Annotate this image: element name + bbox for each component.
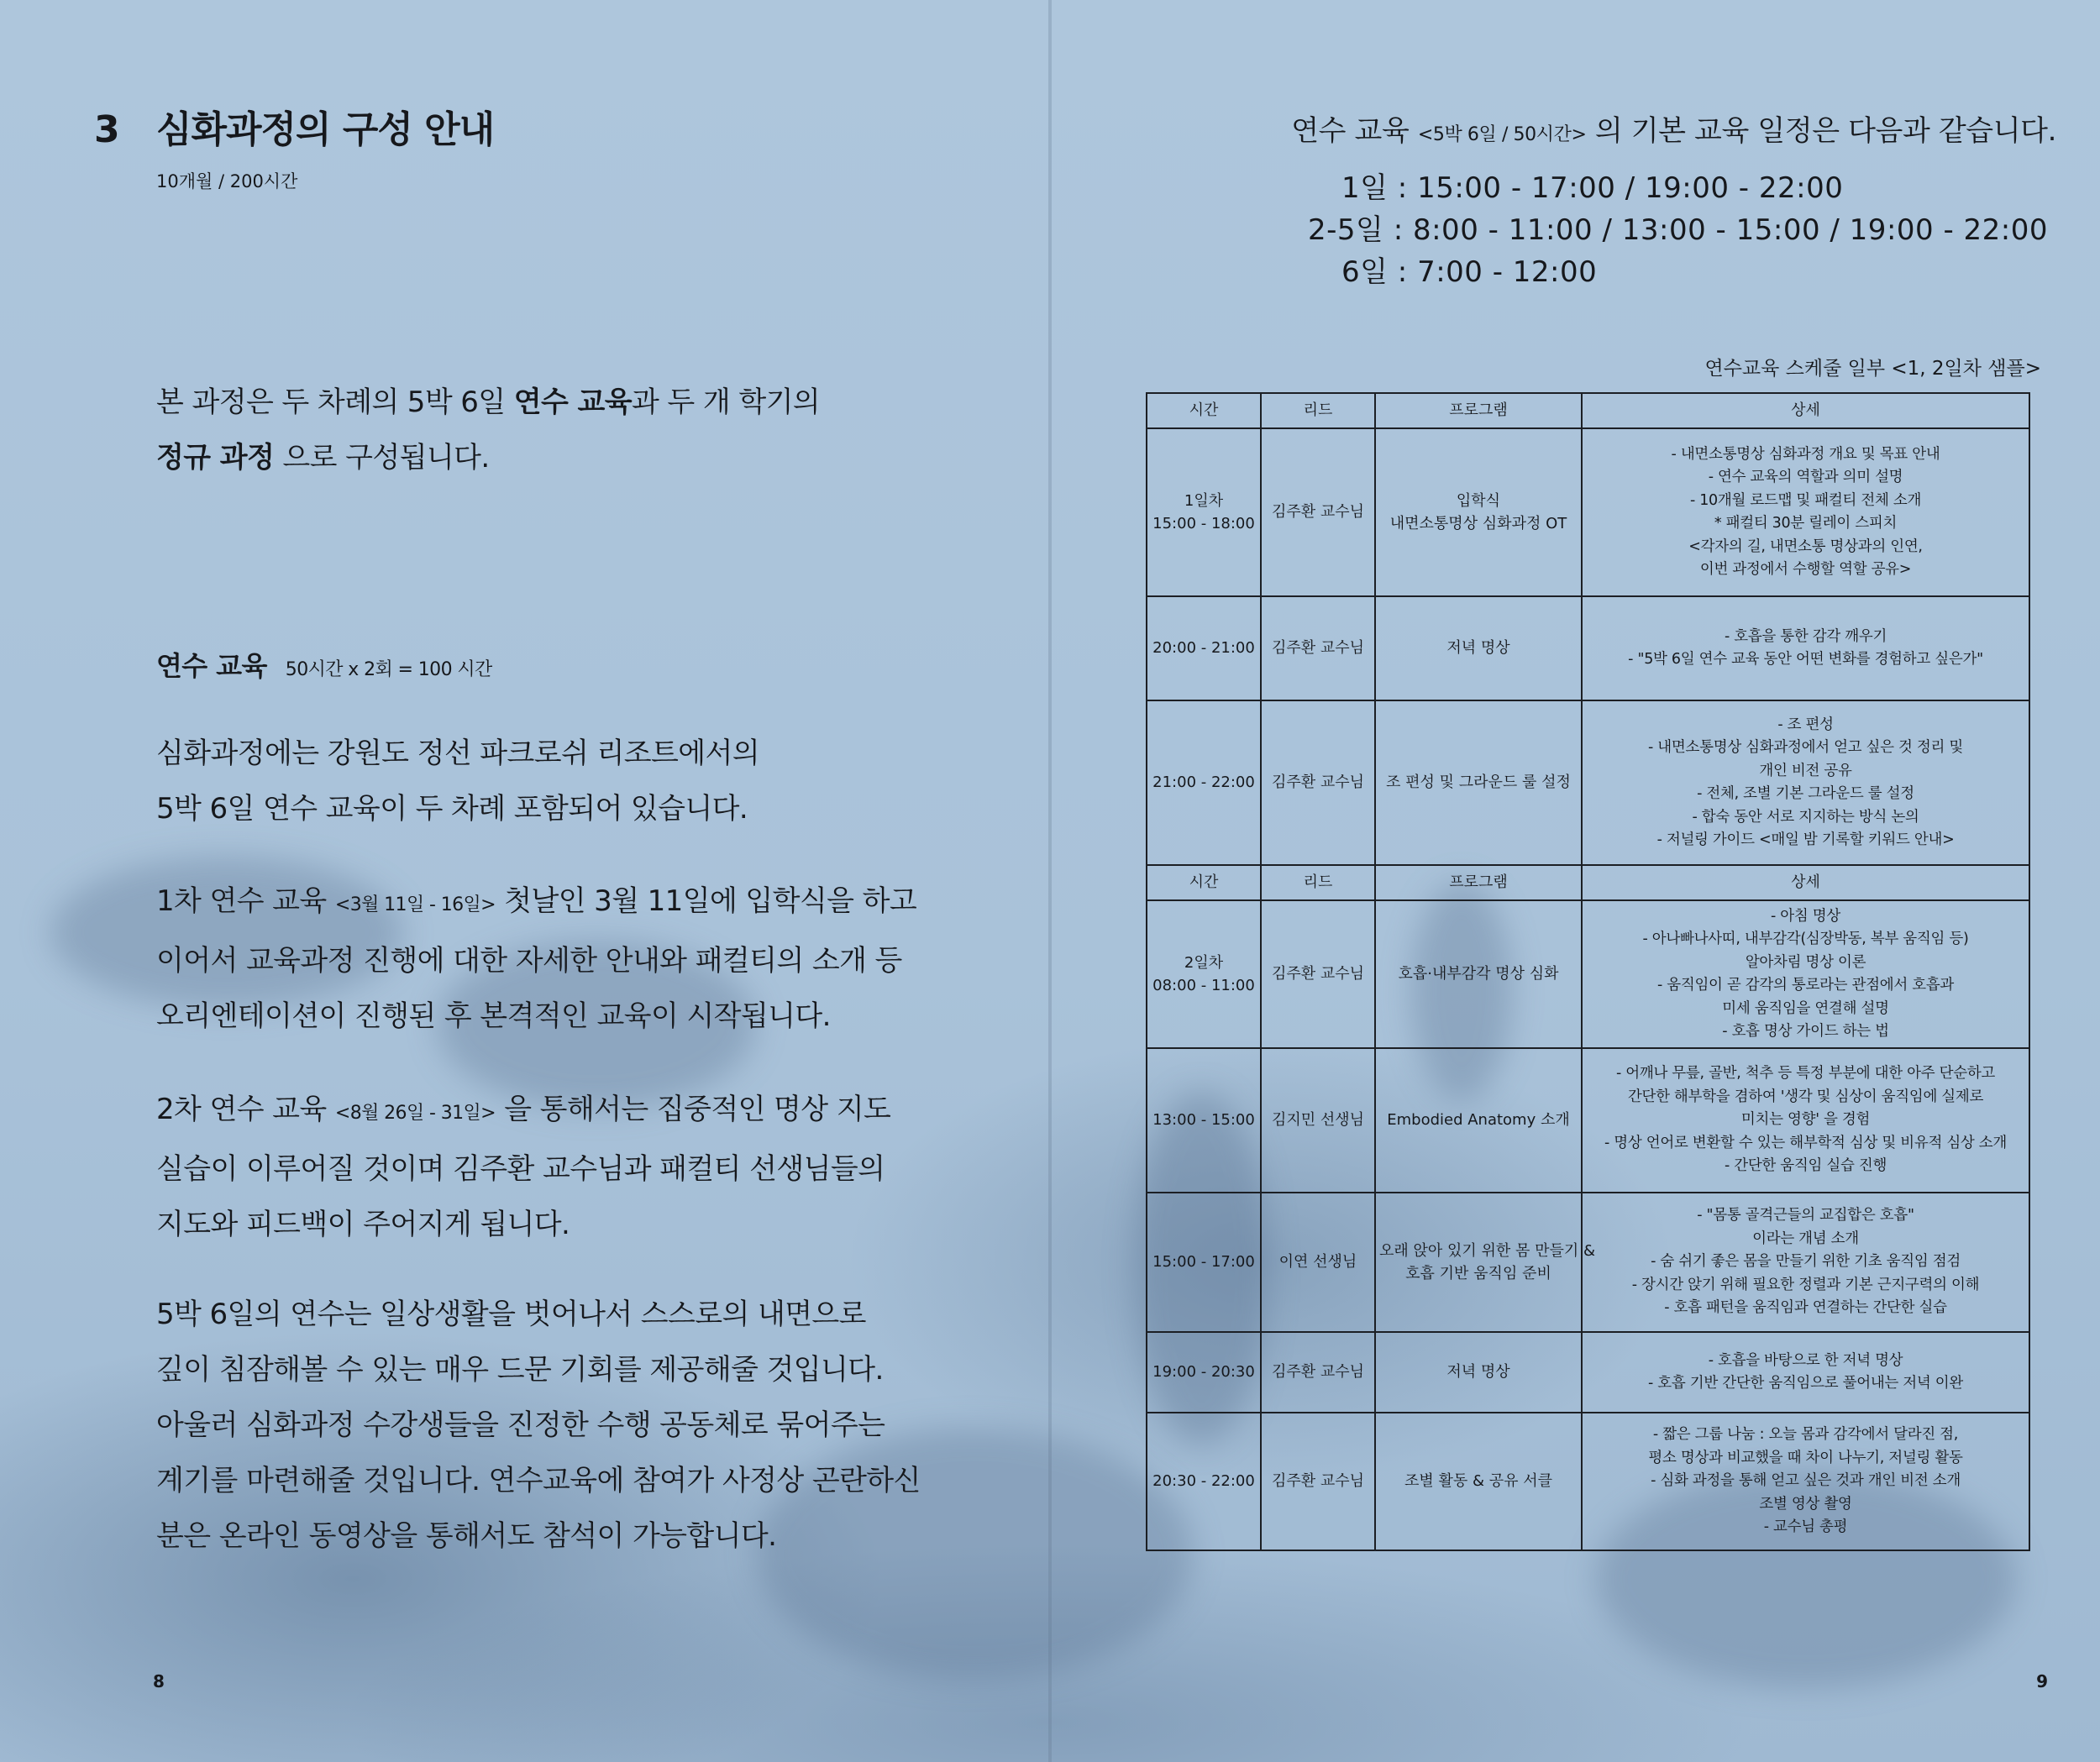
schedule-day: 6일 xyxy=(1341,255,1389,289)
cell-line: - 저널링 가이드 <매일 밤 기록할 키워드 안내> xyxy=(1656,831,1955,848)
training-heading-line xyxy=(156,638,492,698)
cell-line: 2일차 xyxy=(1184,953,1224,972)
cell-line: 조별 활동 & 공유 서클 xyxy=(1404,1472,1553,1491)
table-header-row xyxy=(1147,865,2029,900)
table-caption: 연수교육 스케줄 일부 <1, 2일차 샘플> xyxy=(1704,358,2041,380)
intro-text: 으로 구성됩니다. xyxy=(274,441,490,475)
paragraph-text: 2차 연수 교육 xyxy=(156,1093,335,1126)
paragraph-line: 지도와 피드백이 주어지게 됩니다. xyxy=(156,1208,570,1241)
intro-text: 본 과정은 두 차례의 5박 6일 xyxy=(156,385,514,419)
lead-cell: 김지민 선생님 xyxy=(1261,1048,1375,1193)
cell-line: - 간단한 움직임 실습 진행 xyxy=(1724,1157,1887,1175)
cell-line: 15:00 - 18:00 xyxy=(1152,515,1255,532)
cell-line: 08:00 - 11:00 xyxy=(1152,977,1255,994)
lead-cell: 김주환 교수님 xyxy=(1261,428,1375,596)
cell-line: 15:00 - 17:00 xyxy=(1152,1253,1255,1272)
time-cell xyxy=(1147,596,1261,700)
paragraph-line: 실습이 이루어질 것이며 김주환 교수님과 패컬티 선생님들의 xyxy=(156,1152,885,1186)
cell-line: - 호흡 패턴을 움직임과 연결하는 간단한 실습 xyxy=(1664,1299,1947,1317)
cell-line: - 움직임이 곧 감각의 통로라는 관점에서 호흡과 xyxy=(1656,977,1955,994)
table-row xyxy=(1147,900,2029,1048)
schedule-time: 8:00 - 11:00 / 13:00 - 15:00 / 19:00 - 22:00 xyxy=(1412,213,2049,247)
date-range: <8월 26일 - 31일> xyxy=(334,1103,496,1124)
section-subtitle: 10개월 / 200시간 xyxy=(156,171,298,191)
paragraph-line: 분은 온라인 동영상을 통해서도 참석이 가능합니다. xyxy=(156,1519,777,1553)
details-cell xyxy=(1582,1193,2029,1332)
training-meta: 50시간 x 2회 = 100 시간 xyxy=(285,659,492,680)
cell-line: 21:00 - 22:00 xyxy=(1152,773,1255,792)
details-cell xyxy=(1582,428,2029,596)
table-header-cell: 상세 xyxy=(1582,865,2029,900)
lead-cell: 김주환 교수님 xyxy=(1261,900,1375,1048)
cell-line: 오래 앉아 있기 위한 몸 만들기 & xyxy=(1379,1241,1596,1260)
paragraph-line: 심화과정에는 강원도 정선 파크로쉬 리조트에서의 xyxy=(156,737,759,770)
schedule-title xyxy=(1291,108,2056,149)
schedule-title-text: 연수 교육 xyxy=(1291,114,1418,148)
cell-line: 1일차 xyxy=(1184,491,1224,510)
table-row xyxy=(1147,1413,2029,1550)
time-cell xyxy=(1147,428,1261,596)
cell-line: - 아나빠나사띠, 내부감각(심장박동, 복부 움직임 등) xyxy=(1642,931,1969,947)
table-row xyxy=(1147,1048,2029,1193)
program-cell xyxy=(1375,700,1582,865)
cell-line: 13:00 - 15:00 xyxy=(1152,1111,1255,1130)
time-cell xyxy=(1147,900,1261,1048)
intro-emphasis: 정규 과정 xyxy=(156,441,275,475)
cell-line: 개인 비전 공유 xyxy=(1759,762,1852,779)
paragraph-retreat xyxy=(156,1287,921,1564)
time-cell xyxy=(1147,1193,1261,1332)
cell-line: * 패컬티 30분 릴레이 스피치 xyxy=(1714,515,1898,532)
table-row xyxy=(1147,1193,2029,1332)
schedule-time: 7:00 - 12:00 xyxy=(1417,255,1598,289)
paragraph-second-training xyxy=(156,1082,890,1252)
left-page xyxy=(0,0,1048,1762)
cell-line: Embodied Anatomy 소개 xyxy=(1387,1111,1570,1130)
cell-line: 20:30 - 22:00 xyxy=(1152,1472,1255,1491)
details-cell xyxy=(1582,1048,2029,1193)
time-cell xyxy=(1147,1332,1261,1413)
table-header-cell: 리드 xyxy=(1261,393,1375,428)
cell-line: - 심화 과정을 통해 얻고 싶은 것과 개인 비전 소개 xyxy=(1651,1472,1961,1490)
schedule-day: 1일 xyxy=(1341,171,1389,205)
table-header-cell: 시간 xyxy=(1147,865,1261,900)
paragraph-line: 계기를 마련해줄 것입니다. 연수교육에 참여가 사정상 곤란하신 xyxy=(156,1464,921,1497)
cell-line: 이라는 개념 소개 xyxy=(1752,1230,1859,1247)
table-row xyxy=(1147,596,2029,700)
table-header-cell: 시간 xyxy=(1147,393,1261,428)
cell-line: - 호흡을 바탕으로 한 저녁 명상 xyxy=(1708,1351,1903,1369)
paragraph-first-training xyxy=(156,873,916,1044)
table-row xyxy=(1147,1332,2029,1413)
cell-line: 내면소통명상 심화과정 OT xyxy=(1389,515,1567,532)
lead-cell: 김주환 교수님 xyxy=(1261,1413,1375,1550)
program-cell xyxy=(1375,900,1582,1048)
cell-line: - "5박 6일 연수 교육 동안 어떤 변화를 경험하고 싶은가" xyxy=(1628,651,1983,668)
cell-line: - 아침 명상 xyxy=(1771,907,1840,925)
table-header-cell: 프로그램 xyxy=(1375,865,1582,900)
table-header-cell: 리드 xyxy=(1261,865,1375,900)
table-row xyxy=(1147,428,2029,596)
cell-line: - 합숙 동안 서로 지지하는 방식 논의 xyxy=(1692,808,1919,826)
paragraph-line: 이어서 교육과정 진행에 대한 자세한 안내와 패컬티의 소개 등 xyxy=(156,944,902,978)
paragraph-text: 첫날인 3월 11일에 입학식을 하고 xyxy=(496,884,917,918)
paragraph-line: 5박 6일의 연수는 일상생활을 벗어나서 스스로의 내면으로 xyxy=(156,1298,866,1331)
cell-line: 조별 영상 촬영 xyxy=(1759,1495,1852,1513)
cell-line: - 교수님 총평 xyxy=(1763,1518,1848,1536)
lead-cell: 이연 선생님 xyxy=(1261,1193,1375,1332)
program-cell xyxy=(1375,1332,1582,1413)
cell-line: 저녁 명상 xyxy=(1446,639,1510,658)
table-header-cell: 상세 xyxy=(1582,393,2029,428)
table-row xyxy=(1147,700,2029,865)
cell-line: - 호흡을 통한 감각 깨우기 xyxy=(1724,627,1887,645)
right-page xyxy=(1052,0,2100,1762)
cell-line: 호흡·내부감각 명상 심화 xyxy=(1398,965,1559,983)
intro-emphasis: 연수 교육 xyxy=(513,385,632,419)
cell-line: 20:00 - 21:00 xyxy=(1152,639,1255,658)
schedule-table xyxy=(1146,392,2030,1551)
details-cell xyxy=(1582,700,2029,865)
cell-line: - 호흡 명상 가이드 하는 법 xyxy=(1722,1023,1889,1040)
cell-line: - 전체, 조별 기본 그라운드 룰 설정 xyxy=(1697,785,1914,802)
cell-line: 평소 명상과 비교했을 때 차이 나누기, 저널링 활동 xyxy=(1648,1449,1963,1466)
program-cell xyxy=(1375,1193,1596,1332)
paragraph-line: 깊이 침잠해볼 수 있는 매우 드문 기회를 제공해줄 것입니다. xyxy=(156,1353,884,1387)
cell-line: - 10개월 로드맵 및 패컬티 전체 소개 xyxy=(1689,491,1922,509)
schedule-time: 15:00 - 17:00 / 19:00 - 22:00 xyxy=(1417,171,1844,205)
paragraph-text: 을 통해서는 집중적인 명상 지도 xyxy=(496,1093,891,1126)
program-cell xyxy=(1375,428,1582,596)
details-cell xyxy=(1582,596,2029,700)
cell-line: 미치는 영향' 을 경험 xyxy=(1740,1111,1871,1129)
time-cell xyxy=(1147,1048,1261,1193)
cell-line: 미세 움직임을 연결해 설명 xyxy=(1722,999,1889,1017)
details-cell xyxy=(1582,1332,2029,1413)
cell-line: - "몸통 골격근들의 교집합은 호흡" xyxy=(1697,1207,1914,1224)
schedule-row: 2-5일 : 8:00 - 11:00 / 13:00 - 15:00 / 19:00 - 22:00 xyxy=(1308,213,2049,247)
cell-line: - 내면소통명상 심화과정 개요 및 목표 안내 xyxy=(1671,445,1940,463)
paragraph-text: 1차 연수 교육 xyxy=(156,884,335,918)
program-cell xyxy=(1375,1413,1582,1550)
cell-line: - 조 편성 xyxy=(1777,716,1834,733)
paragraph-line: 아울러 심화과정 수강생들을 진정한 수행 공동체로 묶어주는 xyxy=(156,1408,885,1442)
section-number: 3 xyxy=(94,108,119,151)
lead-cell: 김주환 교수님 xyxy=(1261,700,1375,865)
cell-line: 호흡 기반 움직임 준비 xyxy=(1405,1265,1551,1282)
table-header-row xyxy=(1147,393,2029,428)
cell-line: 19:00 - 20:30 xyxy=(1152,1363,1255,1382)
page-number-right: 9 xyxy=(2036,1671,2048,1691)
date-range: <3월 11일 - 16일> xyxy=(334,894,496,915)
paragraph-location xyxy=(156,726,759,836)
cell-line: 간단한 해부학을 겸하여 '생각 및 심상이 움직임에 실제로 xyxy=(1627,1088,1984,1105)
cell-line: - 장시간 앉기 위해 필요한 정렬과 기본 근지구력의 이해 xyxy=(1631,1276,1980,1293)
page-number-left: 8 xyxy=(153,1671,165,1691)
paragraph-line: 5박 6일 연수 교육이 두 차례 포함되어 있습니다. xyxy=(156,792,748,826)
cell-line: - 짧은 그룹 나눔 : 오늘 몸과 감각에서 달라진 점, xyxy=(1652,1426,1959,1444)
program-cell xyxy=(1375,596,1582,700)
cell-line: - 명상 언어로 변환할 수 있는 해부학적 심상 및 비유적 심상 소개 xyxy=(1604,1134,2008,1151)
intro-text: 과 두 개 학기의 xyxy=(631,385,821,419)
lead-cell: 김주환 교수님 xyxy=(1261,1332,1375,1413)
schedule-row: 6일 : 7:00 - 12:00 xyxy=(1341,255,1598,289)
program-cell xyxy=(1375,1048,1582,1193)
schedule-title-text: 의 기본 교육 일정은 다음과 같습니다. xyxy=(1586,114,2056,148)
cell-line: 입학식 xyxy=(1456,491,1501,510)
cell-line: - 호흡 기반 간단한 움직임으로 풀어내는 저녁 이완 xyxy=(1648,1375,1963,1392)
intro-paragraph xyxy=(156,375,820,485)
cell-line: 이번 과정에서 수행할 역할 공유> xyxy=(1699,561,1912,578)
schedule-day: 2-5일 xyxy=(1308,213,1384,247)
paragraph-line: 오리엔테이션이 진행된 후 본격적인 교육이 시작됩니다. xyxy=(156,999,831,1033)
cell-line: - 어깨나 무릎, 골반, 척추 등 특정 부분에 대한 아주 단순하고 xyxy=(1615,1065,1996,1083)
time-cell xyxy=(1147,700,1261,865)
cell-line: - 내면소통명상 심화과정에서 얻고 싶은 것 정리 및 xyxy=(1648,739,1963,756)
details-cell xyxy=(1582,900,2029,1048)
cell-line: <각자의 길, 내면소통 명상과의 인연, xyxy=(1688,538,1923,555)
cell-line: 알아차림 명상 이론 xyxy=(1745,953,1866,971)
training-heading: 연수 교육 xyxy=(156,650,267,682)
cell-line: 조 편성 및 그라운드 룰 설정 xyxy=(1386,773,1571,792)
details-cell xyxy=(1582,1413,2029,1550)
section-heading xyxy=(94,99,494,153)
lead-cell: 김주환 교수님 xyxy=(1261,596,1375,700)
cell-line: - 숨 쉬기 좋은 몸을 만들기 위한 기초 움직임 점검 xyxy=(1651,1253,1961,1271)
schedule-title-meta: <5박 6일 / 50시간> xyxy=(1417,124,1587,145)
section-title: 심화과정의 구성 안내 xyxy=(156,108,495,151)
time-cell xyxy=(1147,1413,1261,1550)
table-header-cell: 프로그램 xyxy=(1375,393,1582,428)
cell-line: 저녁 명상 xyxy=(1446,1363,1510,1382)
schedule-row: 1일 : 15:00 - 17:00 / 19:00 - 22:00 xyxy=(1341,171,1844,205)
cell-line: - 연수 교육의 역할과 의미 설명 xyxy=(1708,469,1903,485)
